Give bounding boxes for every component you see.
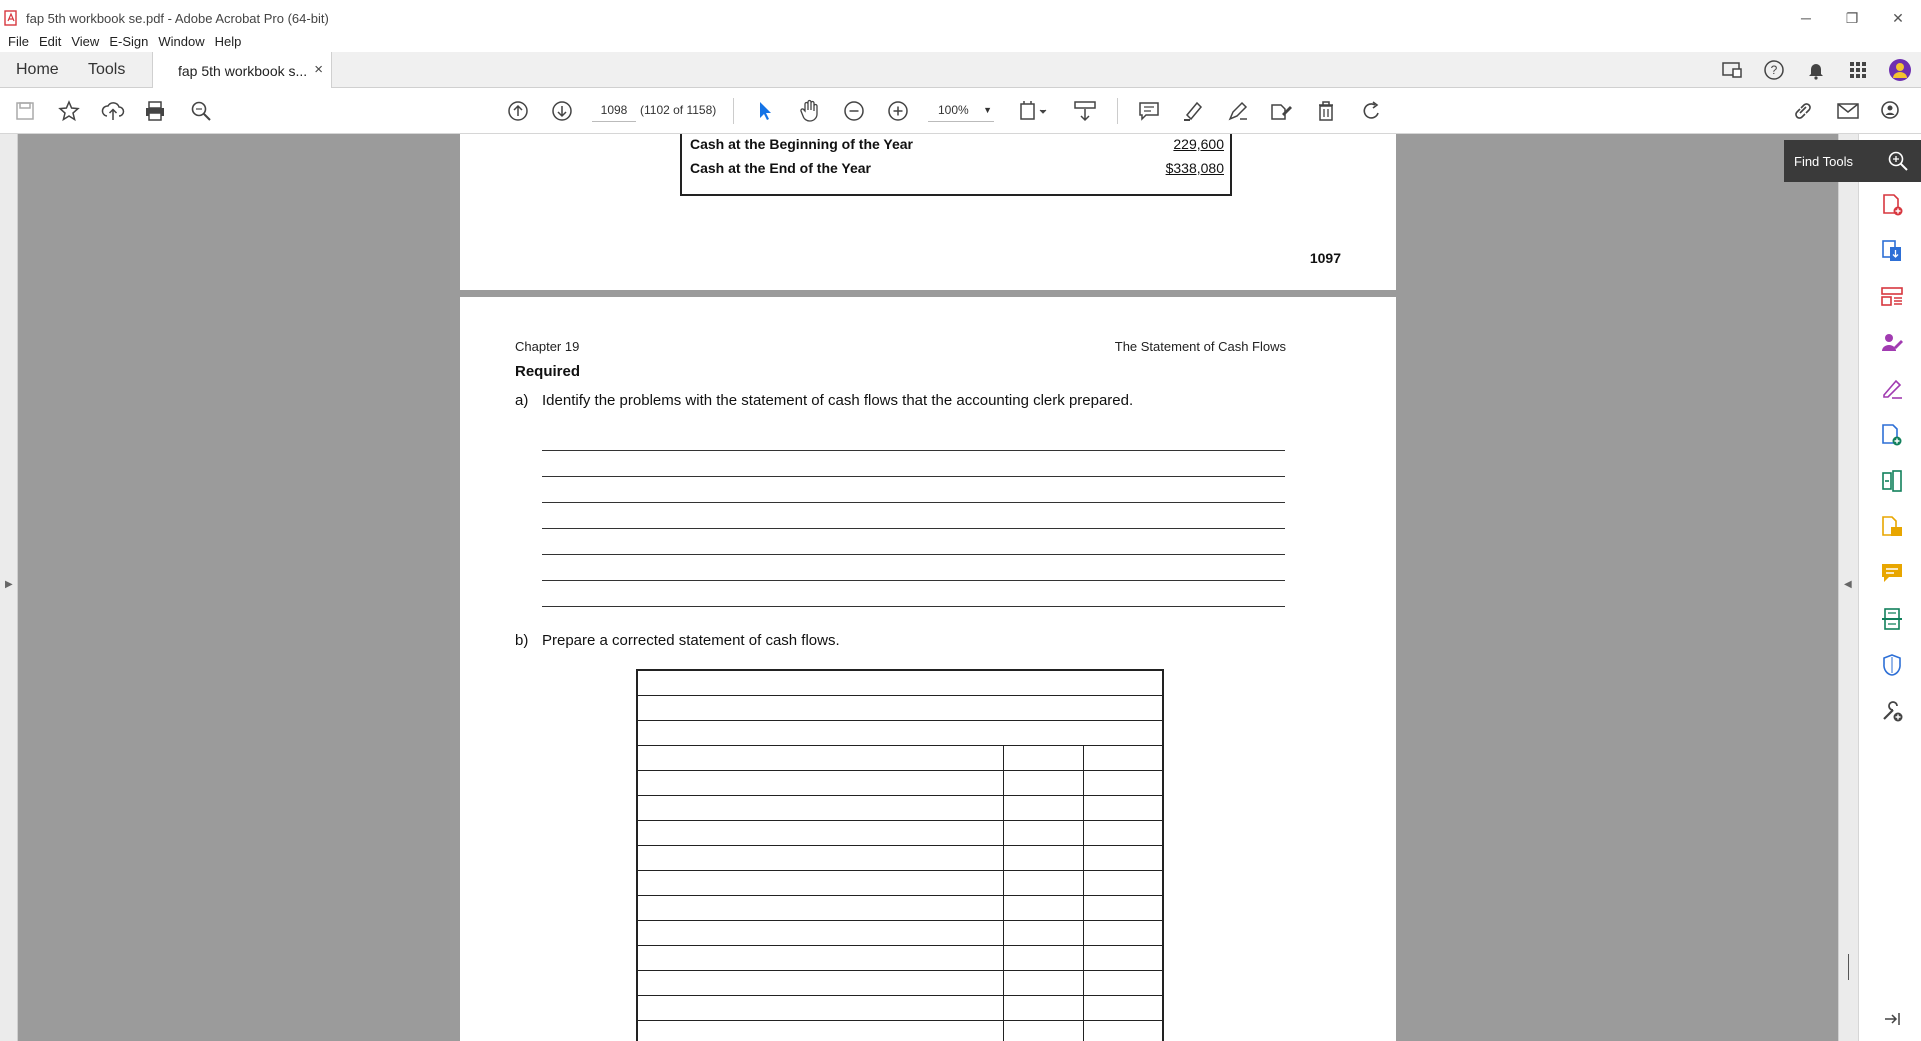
fill-and-sign-icon[interactable] [1879,376,1905,402]
table-header-row [637,670,1163,695]
answer-line [542,476,1285,477]
comment-icon[interactable] [1134,96,1164,126]
share-screen-icon[interactable] [1711,52,1753,88]
bookmark-star-icon[interactable] [54,96,84,126]
find-tools-button[interactable] [1784,140,1921,182]
table-row [637,970,1163,995]
menu-file[interactable]: File [8,33,29,49]
export-pdf-icon[interactable] [1879,238,1905,264]
table-row [637,770,1163,795]
more-tools-icon[interactable] [1879,698,1905,724]
request-esignature-icon[interactable] [1879,330,1905,356]
zoom-out-icon[interactable] [839,96,869,126]
table-row [637,945,1163,970]
cash-row-label: Cash at the Beginning of the Year [690,136,914,152]
apps-grid-icon[interactable] [1837,52,1879,88]
pdf-page [460,297,1396,1041]
table-row [637,920,1163,945]
acrobat-app-icon [4,10,18,26]
table-row [637,795,1163,820]
upload-cloud-icon[interactable] [98,96,128,126]
edit-pdf-icon[interactable] [1879,422,1905,448]
user-avatar[interactable] [1879,52,1921,88]
tab-document[interactable] [152,52,332,89]
compress-pdf-icon[interactable] [1879,468,1905,494]
expand-left-icon: ▶ [5,579,13,590]
question-a-text: Identify the problems with the statement of cash flows that the accounting clerk prepared. [542,392,1134,409]
print-icon[interactable] [140,96,170,126]
zoom-level-select[interactable] [928,98,994,122]
menu-window[interactable]: Window [158,33,205,49]
left-panel-toggle[interactable] [0,134,18,1041]
table-row [637,895,1163,920]
pdf-page [460,134,1396,290]
save-icon[interactable] [10,96,40,126]
magnifier-icon [1887,150,1909,172]
scan-ocr-icon[interactable] [1879,606,1905,632]
menu-view[interactable]: View [71,33,100,49]
document-viewport[interactable] [0,134,1838,1041]
combine-files-icon[interactable] [1879,514,1905,540]
scrollbar-thumb[interactable] [1848,954,1849,980]
previous-page-icon[interactable] [503,96,533,126]
collapse-right-icon: ◀ [1844,579,1852,590]
answer-line [542,502,1285,503]
draw-pen-icon[interactable] [1223,96,1253,126]
toolbar-separator [1117,98,1118,124]
collapse-pane-icon[interactable] [1879,1006,1905,1032]
tab-home[interactable]: Home [16,61,59,78]
required-heading: Required [515,363,581,380]
cash-summary-box [680,134,1232,196]
right-panel-toggle[interactable] [1838,134,1858,1041]
next-page-icon[interactable] [547,96,577,126]
table-header-row [637,695,1163,720]
answer-line [542,450,1285,451]
question-a-label: a) [515,392,529,409]
svg-text:?: ? [1770,63,1778,77]
table-row [637,745,1163,770]
menu-bar [0,30,243,52]
cash-row-label: Cash at the End of the Year [690,160,872,176]
organize-pages-icon[interactable] [1879,284,1905,310]
cash-row [690,136,1224,152]
table-header-row [637,720,1163,745]
cash-row-value: $338,080 [1165,160,1224,176]
toolbar [0,88,1921,134]
close-window-button[interactable]: ✕ [1892,9,1904,26]
tab-bar [0,52,1921,88]
zoom-level-value: 100% [938,103,969,117]
table-row [637,1020,1163,1041]
comment-tool-icon[interactable] [1879,560,1905,586]
cash-row-value: 229,600 [1173,136,1224,152]
minimize-button[interactable]: ─ [1801,10,1811,26]
answer-line [542,580,1285,581]
chapter-title-header: The Statement of Cash Flows [1114,339,1286,354]
create-pdf-icon[interactable] [1879,192,1905,218]
table-row [637,870,1163,895]
title-bar [0,0,1921,36]
page-number-label: 1097 [1309,250,1341,266]
menu-help[interactable]: Help [214,33,242,49]
question-b-label: b) [515,632,529,649]
protect-shield-icon[interactable] [1879,652,1905,678]
menu-esign[interactable]: E-Sign [109,33,149,49]
answer-line [542,528,1285,529]
table-row [637,845,1163,870]
answer-line [542,606,1285,607]
cash-row [690,160,1224,176]
question-b-text: Prepare a corrected statement of cash flows. [542,632,840,649]
tab-document-label: fap 5th workbook s... [178,62,308,79]
rotate-icon[interactable] [1356,96,1386,126]
restore-button[interactable]: ❐ [1845,9,1859,26]
zoom-in-icon[interactable] [883,96,913,126]
hand-tool-icon[interactable] [795,96,825,126]
email-icon[interactable] [1833,96,1863,126]
share-link-icon[interactable] [1788,96,1818,126]
table-row [637,995,1163,1020]
page-count: (1102 of 1158) [640,103,717,117]
notifications-icon[interactable] [1795,52,1837,88]
question-b [515,632,840,649]
account-search-icon[interactable] [1877,96,1907,126]
chevron-down-icon: ▼ [983,105,992,115]
table-row [637,820,1163,845]
find-text-icon[interactable] [186,96,216,126]
answer-table [636,669,1164,1041]
page-number-input[interactable]: 1098 [592,98,636,122]
chapter-header: Chapter 19 [515,339,580,354]
question-a [515,392,1133,409]
edit-sign-icon[interactable] [1266,96,1296,126]
help-icon[interactable] [1753,52,1795,88]
tools-pane [1858,134,1921,1041]
toolbar-separator [733,98,734,124]
close-tab-icon[interactable]: × [314,61,323,78]
answer-line [542,554,1285,555]
page-fit-icon[interactable] [1018,96,1048,126]
tab-tools[interactable]: Tools [88,61,126,78]
window-title: fap 5th workbook se.pdf - Adobe Acrobat Pro (64-bit) [26,10,329,26]
select-tool-icon[interactable] [750,96,780,126]
delete-trash-icon[interactable] [1311,96,1341,126]
find-tools-label: Find Tools [1794,153,1854,169]
menu-edit[interactable]: Edit [38,33,62,49]
highlight-pen-icon[interactable] [1178,96,1208,126]
scroll-mode-icon[interactable] [1070,96,1100,126]
